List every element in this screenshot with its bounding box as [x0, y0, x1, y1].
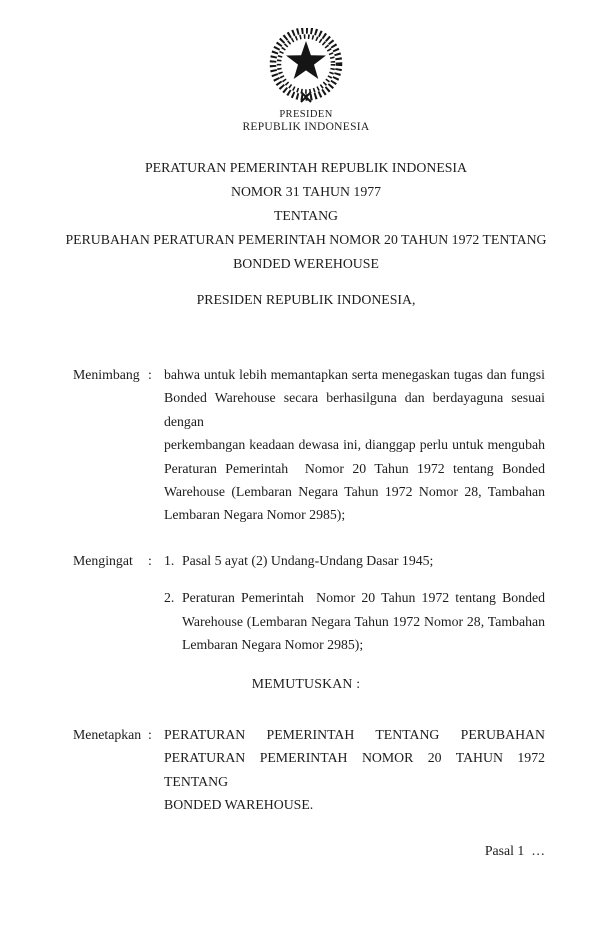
- list-item-number: 1.: [164, 553, 175, 568]
- section-colon: :: [148, 553, 152, 568]
- text-line: Warehouse (Lembaran Negara Tahun 1972 Nomor 28, Tambahan: [164, 484, 545, 500]
- letterhead-republik-indonesia: REPUBLIK INDONESIA: [242, 121, 370, 133]
- text-line: BONDED WEREHOUSE: [233, 256, 379, 271]
- section-label: Menetapkan: [73, 727, 142, 742]
- text-line: PERATURAN PEMERINTAH REPUBLIK INDONESIA: [145, 160, 467, 175]
- section-colon: :: [148, 727, 152, 742]
- list-item-text: Pasal 5 ayat (2) Undang-Undang Dasar 1945;: [182, 553, 434, 568]
- text-line: Peraturan Pemerintah Nomor 20 Tahun 1972 tentang Bonded: [164, 460, 545, 476]
- text-line: Lembaran Negara Nomor 2985);: [164, 507, 346, 523]
- text-line: Peraturan Pemerintah Nomor 20 Tahun 1972 tentang Bonded: [182, 590, 545, 606]
- section-text: [164, 363, 545, 527]
- text-line: Lembaran Negara Nomor 2985);: [182, 637, 364, 653]
- list-item-text: [182, 586, 545, 656]
- star-wreath-graphic: [266, 28, 346, 104]
- text-line: bahwa untuk lebih memantapkan serta menegaskan tugas dan fungsi: [164, 367, 545, 382]
- section-text: [164, 723, 545, 817]
- section-colon: :: [148, 367, 152, 382]
- section-menetapkan: [73, 723, 545, 817]
- page-catchword: Pasal 1 …: [484, 843, 545, 858]
- section-label: Menimbang: [73, 367, 140, 382]
- list-item-number: 2.: [164, 590, 175, 606]
- text-line: PERATURAN PEMERINTAH NOMOR 20 TAHUN 1972 TENTANG: [164, 750, 545, 789]
- opening-line: PRESIDEN REPUBLIK INDONESIA,: [196, 292, 416, 307]
- text-line: BONDED WAREHOUSE.: [164, 797, 314, 813]
- text-line: PERUBAHAN PERATURAN PEMERINTAH NOMOR 20 TAHUN 1972 TENTANG: [65, 232, 547, 247]
- text-line: PERATURAN PEMERINTAH TENTANG PERUBAHAN: [164, 727, 545, 742]
- text-line: NOMOR 31 TAHUN 1977: [230, 184, 382, 199]
- section-menimbang: [73, 363, 545, 527]
- presidential-seal-icon: [266, 28, 346, 104]
- section-mengingat: [73, 549, 545, 657]
- text-line: perkembangan keadaan dewasa ini, dianggap perlu untuk mengubah: [164, 437, 545, 453]
- list-item: [164, 549, 545, 572]
- decision-heading: MEMUTUSKAN :: [251, 676, 361, 691]
- text-line: TENTANG: [273, 208, 339, 223]
- letterhead-presiden: PRESIDEN: [279, 109, 333, 120]
- text-line: Warehouse (Lembaran Negara Tahun 1972 Nomor 28, Tambahan: [182, 613, 545, 629]
- section-label: Mengingat: [73, 553, 133, 568]
- text-line: Bonded Warehouse secara berhasilguna dan berdayaguna sesuai dengan: [164, 390, 545, 429]
- section-text: [164, 549, 545, 657]
- list-item: [164, 586, 545, 656]
- document-title: [0, 156, 612, 276]
